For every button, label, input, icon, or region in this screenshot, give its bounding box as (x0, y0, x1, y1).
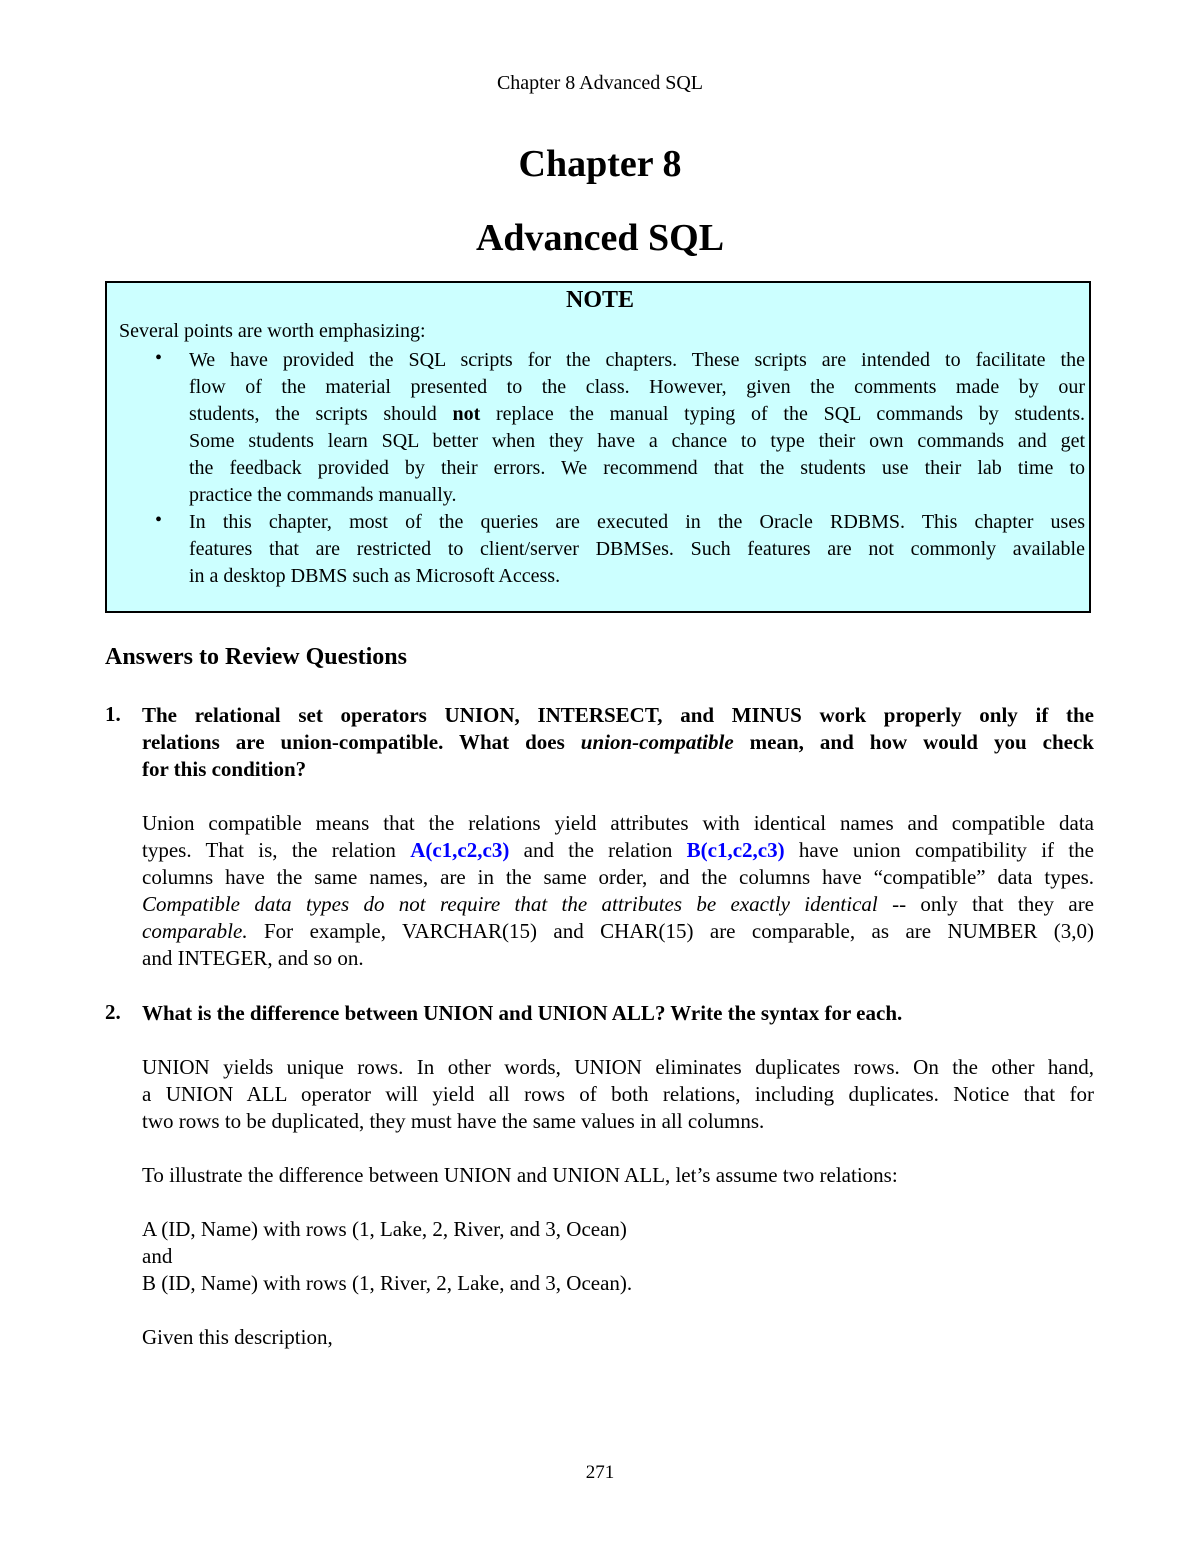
relation-a: A(c1,c2,c3) (410, 838, 510, 862)
emphasis-not: not (452, 403, 481, 425)
answer-2-paragraph-3: Given this description, (142, 1325, 333, 1349)
question-number: 2. (105, 1000, 121, 1024)
note-bullet-2 (189, 509, 1085, 590)
chapter-name-title: Advanced SQL (475, 217, 725, 259)
note-line: students, the scripts should not replace the manual typing of the SQL commands by students. (189, 403, 1085, 425)
note-line: the feedback provided by their errors. We recommend that the students use their lab time to (189, 457, 1085, 479)
note-line: practice the commands manually. (189, 484, 457, 506)
answer-2-paragraph-1: UNION yields unique rows. In other words, UNION eliminates duplicates rows. On the other hand, a UNION ALL operator will yield all rows of both relations, including duplicates. Notice that for two rows to be duplicated, they must have the same values in all columns. (142, 1055, 1094, 1133)
bullet-icon: • (155, 509, 163, 531)
relation-a-description: A (ID, Name) with rows (1, Lake, 2, River, and 3, Ocean) (142, 1217, 627, 1241)
note-line: features that are restricted to client/server DBMSes. Such features are not commonly available (189, 538, 1085, 560)
question-2-text: What is the difference between UNION and UNION ALL? Write the syntax for each. (142, 1001, 903, 1025)
relation-b: B(c1,c2,c3) (686, 838, 785, 862)
question-1-text: The relational set operators UNION, INTERSECT, and MINUS work properly only if the relations are union-compatible. What does union-compatible mean, and how would you check for this condition? (142, 703, 1094, 781)
answer-2-paragraph-2: To illustrate the difference between UNION and UNION ALL, let’s assume two relations: (142, 1163, 898, 1187)
note-line: In this chapter, most of the queries are executed in the Oracle RDBMS. This chapter uses (189, 511, 1085, 533)
and-connector: and (142, 1244, 173, 1268)
note-line: flow of the material presented to the class. However, given the comments made by our (189, 376, 1085, 398)
running-header: Chapter 8 Advanced SQL (496, 72, 704, 94)
bullet-icon: • (155, 347, 163, 369)
note-line: Some students learn SQL better when they have a chance to type their own commands and get (189, 430, 1085, 452)
note-heading: NOTE (565, 287, 634, 313)
note-bullet-1 (189, 347, 1085, 509)
question-number: 1. (105, 702, 121, 726)
answer-1: Union compatible means that the relations yield attributes with identical names and compatible data types. That is, the relation A(c1,c2,c3) and the relation B(c1,c2,c3) have union compatibility if the columns have the same names, are in the same order, and the columns have “compatible” data types. Compatible data types do not require that the attributes be exactly identical -- only that they are comparable. For example, VARCHAR(15) and CHAR(15) are comparable, as are NUMBER (3,0) and INTEGER, and so on. (142, 811, 1095, 970)
page-number: 271 (585, 1462, 615, 1483)
note-intro: Several points are worth emphasizing: (119, 320, 426, 342)
note-line: We have provided the SQL scripts for the chapters. These scripts are intended to facilitate the (189, 349, 1085, 371)
note-box (105, 281, 1091, 613)
chapter-number-title: Chapter 8 (518, 143, 682, 185)
relation-b-description: B (ID, Name) with rows (1, River, 2, Lake, and 3, Ocean). (142, 1271, 633, 1295)
note-line: in a desktop DBMS such as Microsoft Access. (189, 565, 561, 587)
section-heading: Answers to Review Questions (105, 644, 407, 670)
